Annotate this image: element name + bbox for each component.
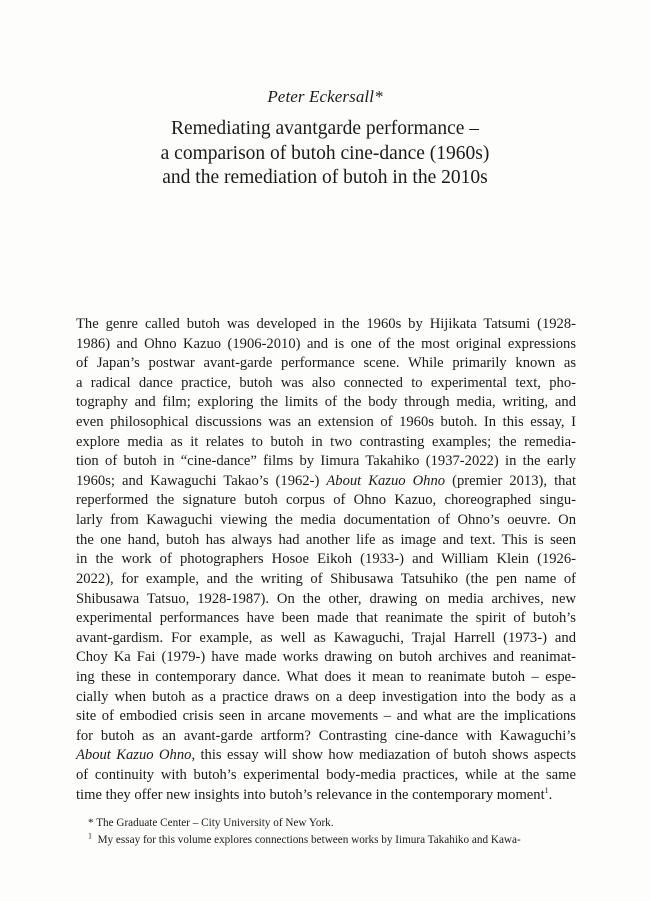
body-line-with-italic bbox=[76, 472, 576, 492]
paper-title bbox=[0, 117, 650, 191]
body-line: Choy Ka Fai (1979-) have made works drawing on butoh archives and reanimat- bbox=[76, 649, 576, 666]
body-line: a radical dance practice, butoh was also connected to experimental text, pho- bbox=[76, 374, 576, 391]
body-line: Shibusawa Tatsuo, 1928-1987). On the other, drawing on media archives, new bbox=[76, 590, 576, 607]
body-line: larly from Kawaguchi viewing the media documentation of Ohno’s oeuvre. On bbox=[76, 512, 576, 529]
body-line: tion of butoh in “cine-dance” films by Iimura Takahiko (1937-2022) in the early bbox=[76, 453, 576, 470]
body-line-start: 1960s; and Kawaguchi Takao’s (1962-) bbox=[76, 472, 320, 489]
title-line: a comparison of butoh cine-dance (1960s) bbox=[160, 142, 490, 164]
title-line: Remediating avantgarde performance – bbox=[170, 118, 480, 139]
body-line: even philosophical discussions was an extension of 1960s butoh. In this essay, I bbox=[76, 414, 576, 431]
author-name: Peter Eckersall* bbox=[267, 87, 383, 106]
footnote-marker: 1 bbox=[88, 831, 92, 841]
body-line: experimental performances have been made that reanimate the spirit of butoh’s bbox=[76, 610, 576, 627]
body-line-with-italic bbox=[76, 746, 576, 766]
footnote-affiliation: * The Graduate Center – City University of New York. bbox=[88, 817, 334, 829]
body-line: of Japan’s postwar avant-garde performance scene. While primarily known as bbox=[76, 355, 576, 372]
body-line: the one hand, butoh has always had another life as image and text. This is seen bbox=[76, 531, 576, 548]
footnote-reference: 1 bbox=[544, 785, 549, 795]
footnotes bbox=[88, 815, 576, 849]
body-line: of continuity with butoh’s experimental body-media practices, while at the same bbox=[76, 767, 576, 784]
italic-title: About Kazuo Ohno bbox=[76, 747, 192, 764]
body-line: 2022), for example, and the writing of Shibusawa Tatsuhiko (the pen name of bbox=[76, 570, 576, 587]
body-line: ing these in contemporary dance. What does it mean to reanimate butoh – espe- bbox=[76, 668, 576, 685]
italic-title: About Kazuo Ohno bbox=[326, 472, 446, 489]
footnote-text: My essay for this volume explores connections between works by Iimura Takahiko and Kawa- bbox=[97, 834, 521, 846]
body-line-text: time they offer new insights into butoh’s relevance in the contemporary moment bbox=[76, 786, 545, 803]
body-line: site of embodied crisis seen in arcane movements – and what are the implications bbox=[76, 708, 576, 725]
body-line: reperformed the signature butoh corpus of Ohno Kazuo, choreographed singu- bbox=[76, 492, 576, 509]
body-line-end: (premier 2013), that bbox=[445, 472, 576, 489]
body-text bbox=[76, 315, 576, 805]
body-line: for butoh as an avant-garde artform? Contrasting cine-dance with Kawaguchi’s bbox=[76, 727, 576, 744]
title-line: and the remediation of butoh in the 2010s bbox=[162, 167, 488, 188]
body-line: The genre called butoh was developed in the 1960s by Hijikata Tatsumi (1928- bbox=[76, 316, 576, 332]
body-line-end: , this essay will show how mediazation of butoh shows aspects bbox=[191, 747, 576, 764]
body-line: tography and film; exploring the limits of the body through media, writing, and bbox=[76, 394, 576, 411]
body-line: in the work of photographers Hosoe Eikoh (1933-) and William Klein (1926- bbox=[76, 551, 576, 568]
body-line: cially when butoh as a practice draws on a deep investigation into the body as a bbox=[76, 688, 576, 705]
body-line: 1986) and Ohno Kazuo (1906-2010) and is one of the most original expressions bbox=[76, 335, 576, 352]
body-line: avant-gardism. For example, as well as Kawaguchi, Trajal Harrell (1973-) and bbox=[76, 629, 576, 646]
footnote-1 bbox=[88, 832, 576, 849]
body-line-last: time they offer new insights into butoh’s relevance in the contemporary moment$^1$. bbox=[76, 785, 553, 803]
body-line: explore media as it relates to butoh in two contrasting examples; the remedia- bbox=[76, 433, 576, 450]
